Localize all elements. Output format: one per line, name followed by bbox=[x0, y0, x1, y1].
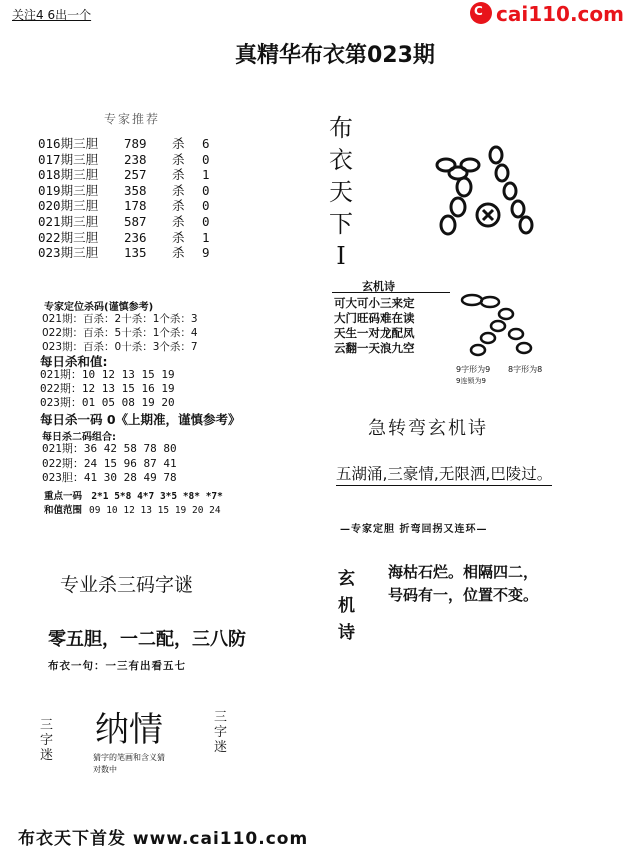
sum-range bbox=[44, 502, 221, 516]
mystic-line: 大门旺码难在读 bbox=[334, 311, 415, 325]
key-code bbox=[44, 488, 223, 502]
shape-note-nine: 9字形为9 bbox=[456, 365, 491, 374]
follow-note: 关注4 6出一个 bbox=[12, 8, 92, 22]
riddle-center: 纳情 bbox=[95, 710, 163, 750]
expert-title: 专家推荐 bbox=[104, 112, 161, 126]
riddle-note2: 对数中 bbox=[93, 765, 117, 774]
poem2-line: 号码有一，位置不变。 bbox=[388, 586, 539, 604]
mystic-divider bbox=[332, 292, 450, 293]
site-name: cai110.com bbox=[496, 2, 624, 26]
expert-row: 023期三胆 135 杀 9 bbox=[38, 245, 210, 261]
two-code-title: 每日杀二码组合: bbox=[42, 432, 116, 443]
two-code-row: 022期：24 15 96 87 41 bbox=[42, 456, 177, 470]
expert-row: 016期三胆 789 杀 6 bbox=[38, 136, 210, 151]
expert-row: 020期三胆 178 杀 0 bbox=[38, 198, 210, 214]
mystic-vertical: 玄机诗 bbox=[338, 569, 355, 643]
sum-row: 021期：10 12 13 15 19 bbox=[40, 368, 175, 381]
shape-note-chain: 9连锁为9 bbox=[456, 377, 486, 385]
riddle-line1: 零五胆，一二配，三八防 bbox=[48, 629, 246, 650]
shape-note-eight: 8字形为8 bbox=[508, 365, 543, 374]
poem2-line: 海枯石烂。相隔四二， bbox=[388, 563, 539, 581]
expert-row: 017期三胆 238 杀 0 bbox=[38, 151, 210, 167]
mystic-line: 可大可小三来定 bbox=[334, 296, 415, 310]
brand-vertical: 布衣天下I bbox=[329, 114, 353, 270]
riddle-line2: 布衣一句：一三有出看五七 bbox=[48, 660, 186, 672]
turn-poem: 五湖涌,三豪情,无限洒,巴陵过。 bbox=[336, 462, 552, 486]
two-code-list bbox=[42, 442, 177, 486]
sum-range-label: 和值范围 bbox=[44, 505, 83, 516]
sum-list bbox=[40, 368, 175, 410]
sum-row: 023期：01 05 08 19 20 bbox=[40, 396, 175, 409]
expert-row: 022期三胆 236 杀 1 bbox=[38, 229, 210, 245]
sum-row: 022期：12 13 15 16 19 bbox=[40, 382, 175, 395]
page-title: 真精华布衣第023期 bbox=[235, 43, 435, 68]
two-code-row: 023胆：41 30 28 49 78 bbox=[42, 471, 177, 484]
expert-divider: —专家定胆 折弯回拐又连环— bbox=[340, 524, 488, 535]
key-code-value: 2*1 5*8 4*7 3*5 *8* *7* bbox=[91, 491, 223, 502]
sum-title: 每日杀和值: bbox=[40, 354, 108, 369]
ingot-chain-illustration bbox=[458, 290, 538, 360]
footer-text: 布衣天下首发 www.cai110.com bbox=[18, 829, 309, 849]
site-logo-icon: C bbox=[470, 2, 492, 24]
expert-row: 018期三胆 257 杀 1 bbox=[38, 167, 210, 183]
key-code-label: 重点一码 bbox=[44, 491, 83, 502]
kill-row: 022期：百杀：5十杀：1个杀：4 bbox=[42, 327, 198, 339]
expert-row: 021期三胆 587 杀 0 bbox=[38, 213, 210, 229]
two-code-row: 021期：36 42 58 78 80 bbox=[42, 442, 177, 455]
kill-row: 023期：百杀：0十杀：3个杀：7 bbox=[42, 341, 198, 353]
riddle-note1: 猜字的笔画和含义猜 bbox=[93, 753, 165, 762]
kill-list bbox=[42, 312, 198, 354]
mystic-line: 天生一对龙配凤 bbox=[334, 326, 415, 340]
zodiac-chain-illustration bbox=[428, 145, 548, 240]
riddle-title: 专业杀三码字谜 bbox=[60, 574, 194, 596]
kill-row: 021期：百杀：2十杀：1个杀：3 bbox=[42, 313, 198, 325]
poem2 bbox=[388, 561, 538, 607]
sum-range-value: 09 10 12 13 15 19 20 24 bbox=[89, 505, 221, 516]
kill-title: 专家定位杀码(谨慎参考) bbox=[44, 302, 154, 313]
turn-title: 急转弯玄机诗 bbox=[368, 418, 488, 439]
expert-list bbox=[38, 136, 210, 261]
one-code-title: 每日杀一码 0《上期准，谨慎参考》 bbox=[40, 412, 241, 427]
mystic-line: 云翻一天浪九空 bbox=[334, 341, 415, 355]
riddle-side-right: 三字迷 bbox=[214, 710, 228, 755]
mystic-title: 玄机诗 bbox=[362, 280, 395, 293]
riddle-side-left: 三字迷 bbox=[40, 718, 54, 763]
mystic-poem bbox=[334, 296, 415, 356]
expert-row: 019期三胆 358 杀 0 bbox=[38, 182, 210, 198]
